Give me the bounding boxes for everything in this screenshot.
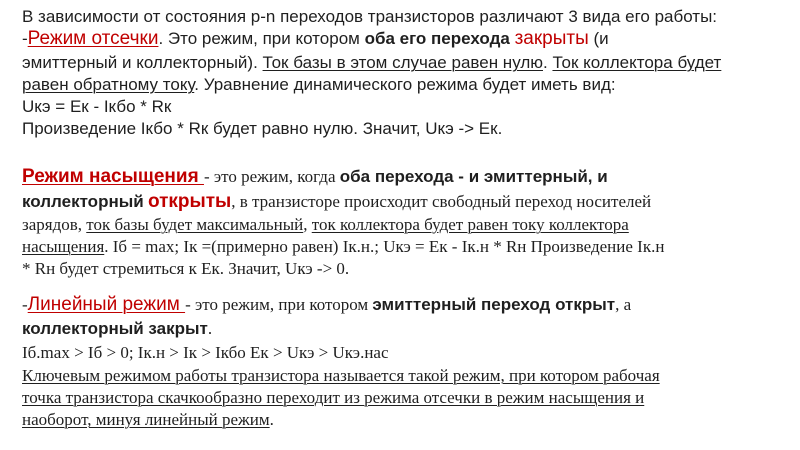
text-span: - это режим, когда [203,167,340,186]
saturation-line-2 [22,191,651,213]
inequality-text: Iб.max > Iб > 0; Iк.н > Iк > Iкбо Eк > Uкэ > Uкэ.нас [22,343,389,362]
linear-inequality [22,342,389,364]
collector-eq: ток коллектора будет равен току коллектора [311,215,629,234]
text-span: эмиттерный и коллекторный). [22,53,263,72]
linear-mode-title: Линейный режим [27,294,186,315]
paragraph-saturation-mode [22,166,782,296]
text-span: . Уравнение динамического режима будет иметь вид: [194,75,616,94]
cutoff-line-2 [22,52,721,74]
intro-text: В зависимости от состояния p-n переходов транзисторов различают 3 вида его работы: [22,7,718,26]
paragraph-cutoff-mode [22,6,782,156]
key-line-2 [22,387,644,409]
text-span: * Rн будет стремиться к Eк. Значит, Uкэ -> 0. [22,259,350,278]
cutoff-conclusion [22,118,502,140]
both-transitions-bold: оба его перехода [364,29,510,48]
cutoff-line-3 [22,74,616,96]
base-current-zero: Ток базы в этом случае равен нулю [262,53,543,72]
key-line-3 [22,409,274,431]
text-span: , в транзисторе происходит свободный переход носителей [231,192,652,211]
saturation-mode-title: Режим насыщения [22,166,204,187]
linear-line-2 [22,318,212,340]
dash: - [22,295,28,314]
closed-word: закрыты [514,28,589,49]
cutoff-line-1 [22,28,609,50]
base-max: ток базы будет максимальный [86,215,304,234]
collector-closed-bold: коллекторный закрыт [22,319,208,338]
cutoff-mode-title: Режим отсечки [27,28,159,49]
open-word: открыты [147,191,232,212]
key-text: точка транзистора скачкообразно переходит из режима отсечки в режим насыщения и [22,388,645,407]
dash: - [22,29,28,48]
conclusion-text: Произведение Iкбо * Rк будет равно нулю. Значит, Uкэ -> Eк. [22,119,503,138]
text-span: . [207,319,213,338]
collector-bold: коллекторный [22,192,144,211]
collector-current-eq: Ток коллектора будет [552,53,722,72]
text-span: зарядов, [22,215,87,234]
both-transitions-bold: оба перехода - и эмиттерный, и [339,167,608,186]
key-line-1 [22,365,660,387]
linear-line-1 [22,294,631,316]
text-span: - это режим, при котором [185,295,373,314]
text-span: . [269,410,274,429]
text-span: . [543,53,553,72]
saturation-line-1 [22,166,608,188]
saturation-underlined: насыщения [22,237,105,256]
paragraph-linear-mode [22,294,782,364]
text-span: , [303,215,312,234]
key-text: наоборот, минуя линейный режим [22,410,270,429]
formula-text: Uкэ = Eк - Iкбо * Rк [22,97,172,116]
cutoff-formula [22,96,171,118]
saturation-line-3 [22,214,629,236]
saturation-line-5 [22,258,349,280]
saturation-line-4 [22,236,664,258]
intro-line [22,6,717,28]
emitter-open-bold: эмиттерный переход открыт [372,295,616,314]
key-text: Ключевым режимом работы транзистора называется такой режим, при котором рабочая [22,366,660,385]
text-span: (и [588,29,609,48]
text-span: . Iб = max; Iк =(примерно равен) Iк.н.; Uкэ = Eк - Iк.н * Rн Произведение Iк.н [104,237,665,256]
paragraph-key-mode [22,365,782,435]
collector-current-eq-cont: равен обратному току [22,75,195,94]
text-span: , а [615,295,632,314]
text-span: . Это режим, при котором [158,29,365,48]
